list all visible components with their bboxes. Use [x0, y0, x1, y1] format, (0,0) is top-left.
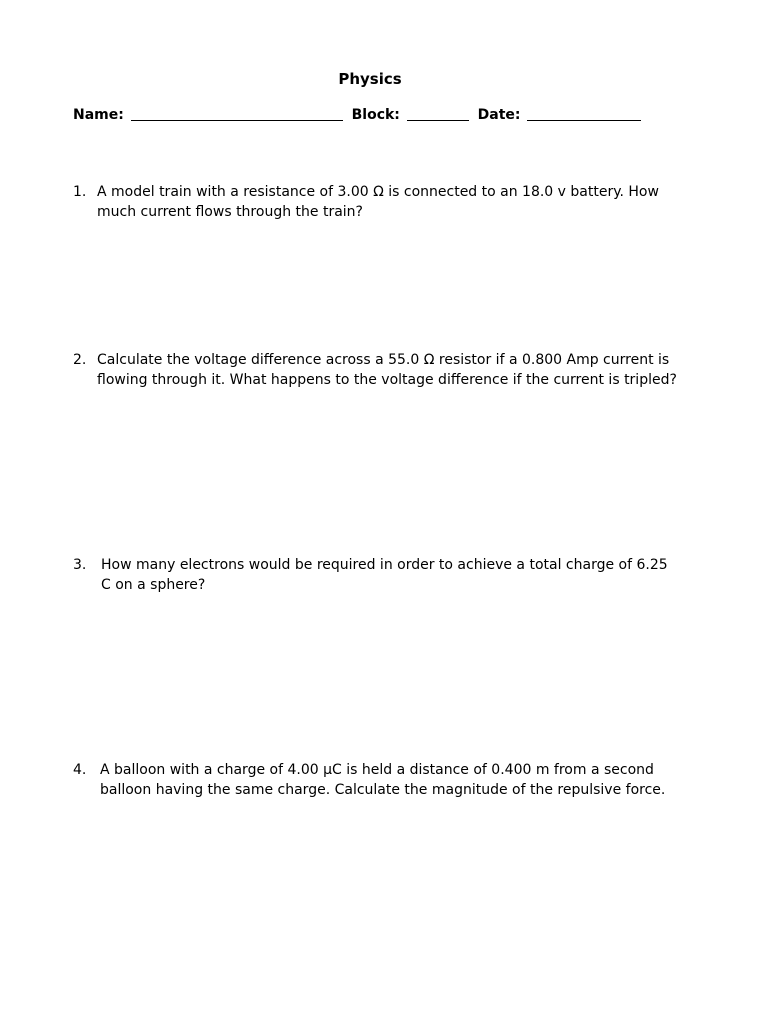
question-text: How many electrons would be required in order to achieve a total charge of 6.25 C on a sphere? — [101, 557, 668, 593]
question-text: A balloon with a charge of 4.00 μC is held a distance of 0.400 m from a second balloon having the same charge. Calculate the magnitude of the repulsive force. — [100, 762, 666, 798]
student-info-header — [73, 106, 641, 123]
question-text: Calculate the voltage difference across a 55.0 Ω resistor if a 0.800 Amp current is flowing through it. What happens to the voltage difference if the current is tripled? — [97, 352, 677, 388]
name-blank[interactable] — [131, 106, 343, 121]
question-number: 2. — [73, 352, 87, 368]
block-label: Block: — [351, 107, 400, 123]
question-number: 4. — [73, 762, 87, 778]
question-number: 3. — [73, 557, 87, 573]
question-text: A model train with a resistance of 3.00 Ω is connected to an 18.0 v battery. How much current flows through the train? — [97, 184, 659, 220]
date-label: Date: — [477, 107, 521, 123]
date-blank[interactable] — [527, 106, 641, 121]
page-title: Physics — [338, 70, 402, 88]
block-blank[interactable] — [407, 106, 469, 121]
name-label: Name: — [73, 107, 124, 123]
question-number: 1. — [73, 184, 87, 200]
